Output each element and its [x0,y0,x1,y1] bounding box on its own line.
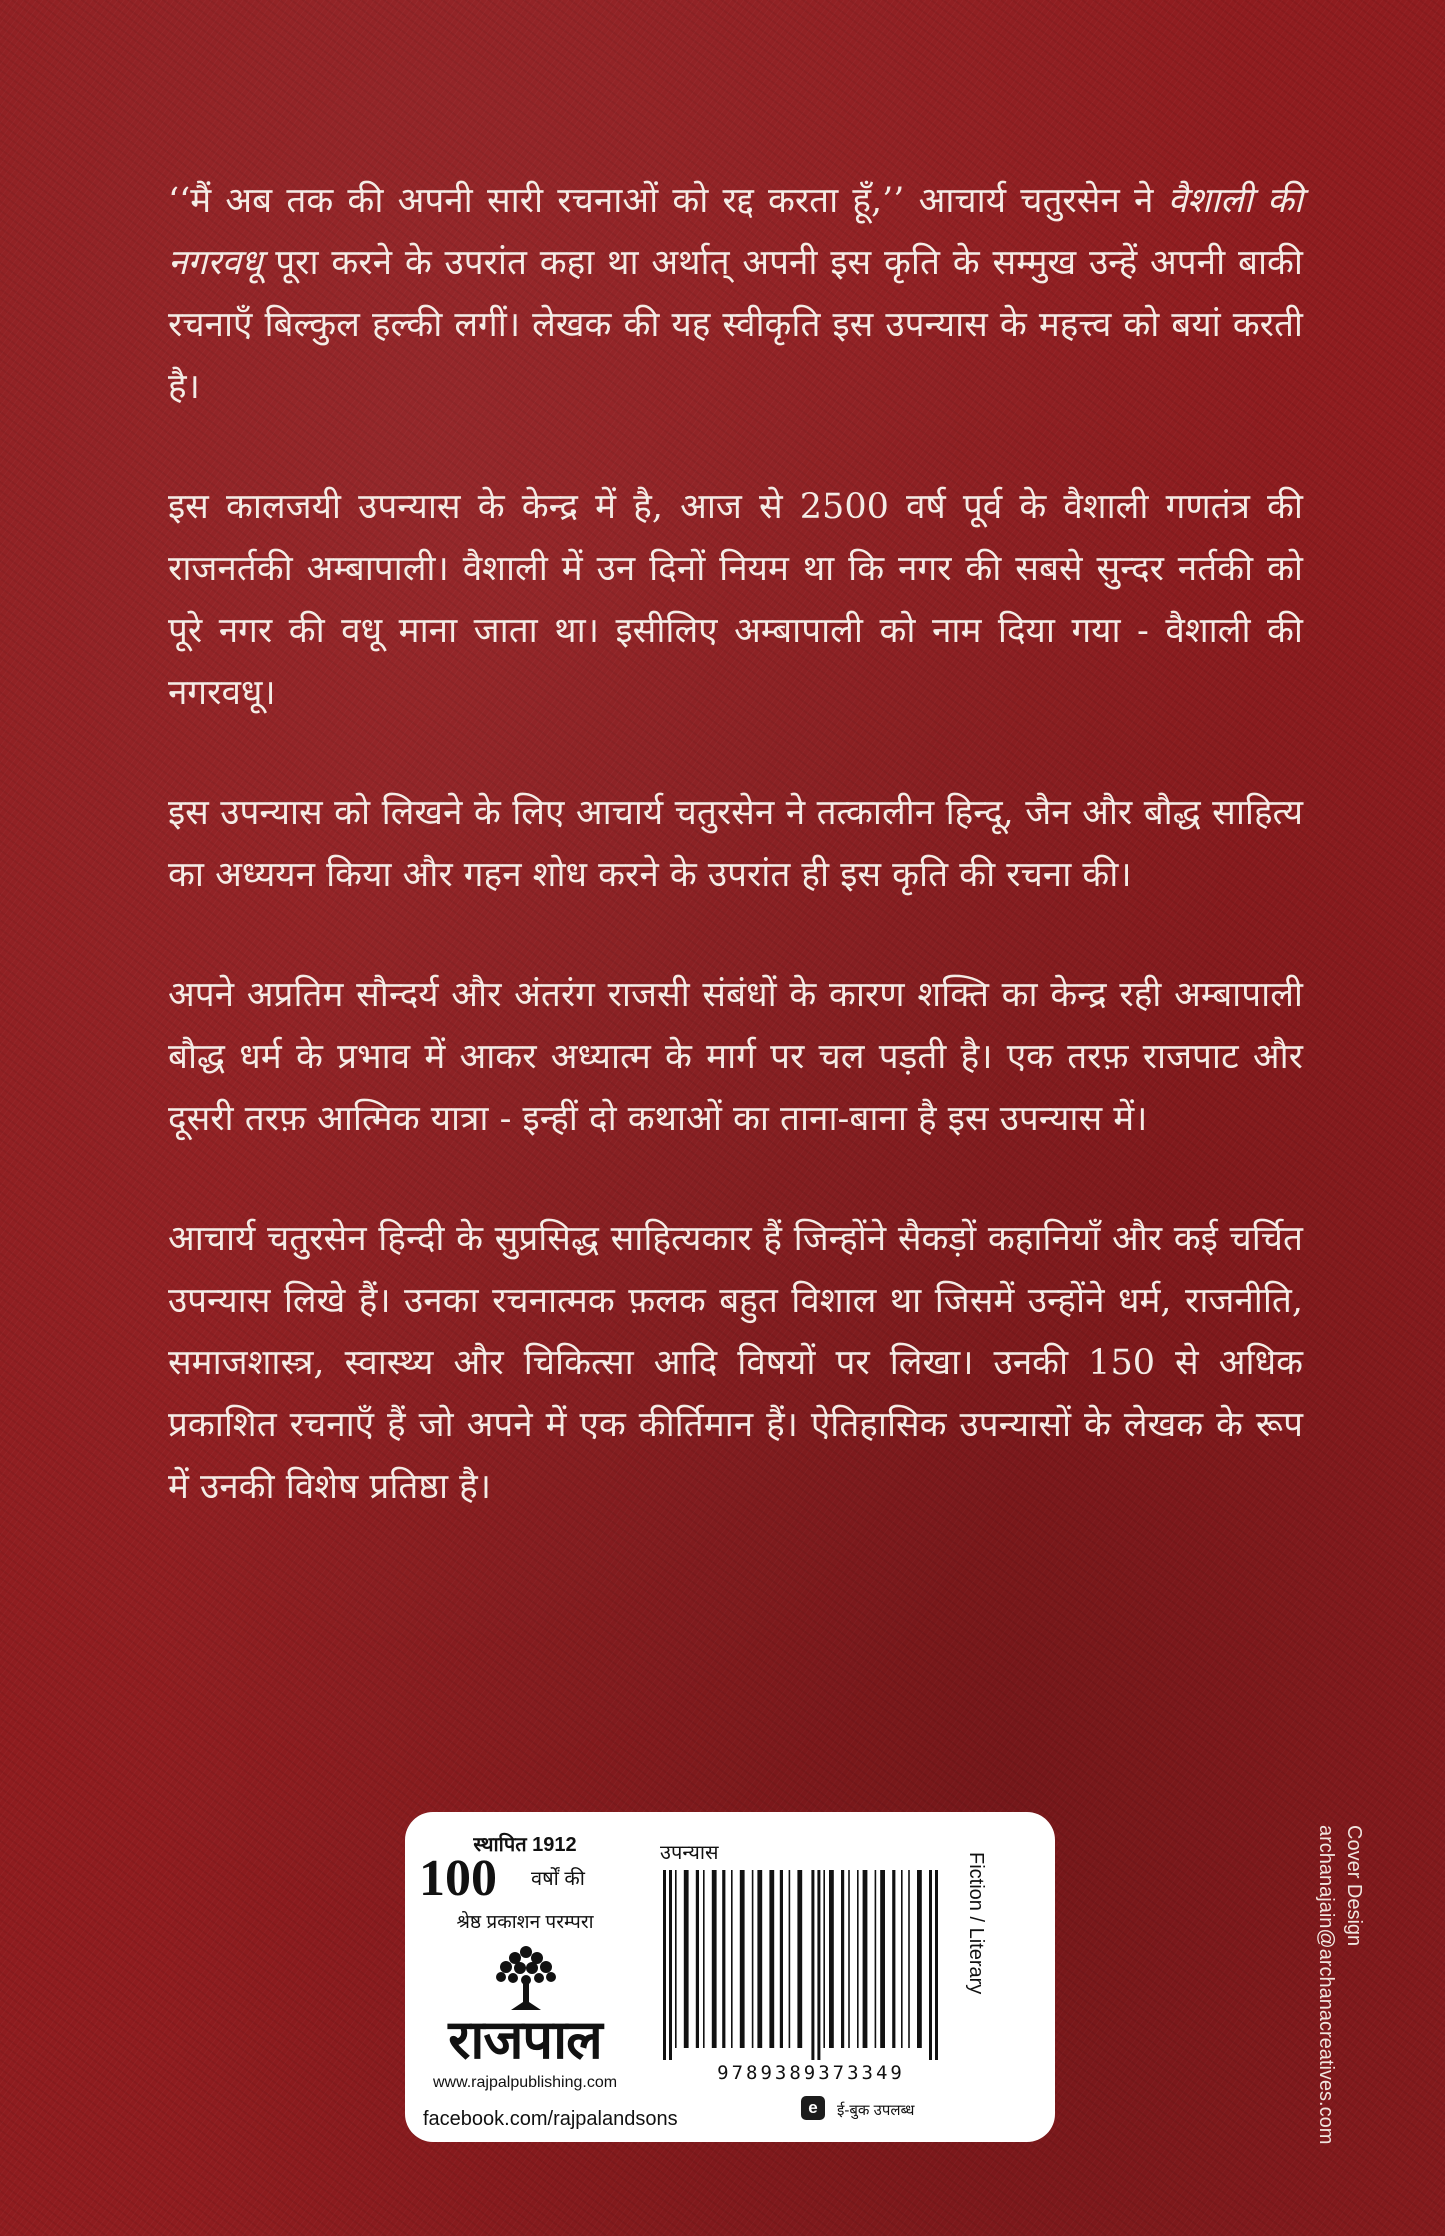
blurb-p1-part-b: पूरा करने के उपरांत कहा था अर्थात् अपनी इस कृति के सम्मुख उन्हें अपनी बाकी रचनाएँ बिल्कुल हल्की लगीं। लेखक की यह स्वीकृति इस उपन्यास के महत्त्व को बयां करती है। [168,243,1303,407]
barcode-bar [731,1870,733,2048]
back-cover-blurb [168,170,1303,1576]
category-label: Fiction / Literary [965,1852,987,1995]
barcode-bar [684,1870,689,2048]
tree-icon [493,1942,559,2012]
isbn-number: 9789389373349 [717,2062,905,2084]
publisher-website[interactable]: www.rajpalpublishing.com [432,2074,618,2091]
publisher-block [405,1812,678,2142]
barcode-bar [703,1870,705,2048]
barcode-bar [848,1870,850,2048]
barcode-bar [841,1870,844,2048]
hundred-years-row [419,1852,644,1906]
publisher-barcode-card [405,1812,1055,2142]
barcode-bar [740,1870,745,2048]
barcode-bar [769,1870,774,2048]
barcode-bar [901,1870,903,2048]
cover-design-email: archanajain@archanacreatives.com [1315,1825,1337,2145]
cover-design-label: Cover Design [1343,1825,1365,1947]
blurb-p1-part-a: ‘‘मैं अब तक की अपनी सारी रचनाओं को रद्द करता हूँ,’’ आचार्य चतुरसेन ने [168,181,1168,221]
hundred-number: 100 [419,1850,497,1907]
isbn-barcode [661,1870,957,2060]
barcode-bar [789,1870,791,2048]
publisher-logo-name: राजपाल [448,2010,602,2070]
publisher-facebook[interactable]: facebook.com/rajpalandsons [423,2108,678,2130]
barcode-bar [908,1870,910,2048]
barcode-bar [917,1870,922,2048]
blurb-paragraph-3: इस उपन्यास को लिखने के लिए आचार्य चतुरसेन ने तत्कालीन हिन्दू, जैन और बौद्ध साहित्य का अध्ययन किया और गहन शोध करने के उपरांत ही इस कृति की रचना की। [168,793,1303,895]
barcode-bar [780,1870,783,2048]
barcode-bar [757,1870,762,2048]
barcode-bar [722,1870,725,2048]
barcode-bar [875,1870,877,2048]
barcode-bar [892,1870,895,2048]
barcode-bar [829,1870,834,2048]
cover-design-credit [1298,1825,1368,2185]
barcode-bar [880,1870,885,2048]
blurb-paragraph-4: अपने अप्रतिम सौन्दर्य और अंतरंग राजसी संबंधों के कारण शक्ति का केन्द्र रही अम्बापाली बौद्ध धर्म के प्रभाव में आकर अध्यात्म के मार्ग पर चल पड़ती है। एक तरफ़ राजपाट और दूसरी तरफ़ आत्मिक यात्रा - इन्हीं दो कथाओं का ताना-बाना है इस उपन्यास में। [168,975,1303,1139]
barcode-bar [811,1870,814,2060]
barcode-bar [857,1870,859,2048]
barcode-bar [929,1870,932,2060]
established-year: स्थापित 1912 [473,1834,577,1856]
blurb-paragraph-1 [168,170,1303,418]
years-text: वर्षों की [531,1868,585,1890]
barcode-bar [675,1870,677,2048]
blurb-paragraph-5: आचार्य चतुरसेन हिन्दी के सुप्रसिद्ध साहित्यकार हैं जिन्होंने सैकड़ों कहानियाँ और कई चर्चित उपन्यास लिखे हैं। उनका रचनात्मक फ़लक बहुत विशाल था जिसमें उन्होंने धर्म, राजनीति, समाजशास्त्र, स्वास्थ्य और चिकित्सा आदि विषयों पर लिखा। उनकी 150 से अधिक प्रकाशित रचनाएँ हैं जो अपने में एक कीर्तिमान हैं। ऐतिहासिक उपन्यासों के लेखक के रूप में उनकी विशेष प्रतिष्ठा है। [168,1219,1303,1507]
barcode-bar [663,1870,666,2060]
barcode-bar [696,1870,699,2048]
barcode-bar [823,1870,825,2048]
blurb-paragraph-2: इस कालजयी उपन्यास के केन्द्र में है, आज से 2500 वर्ष पूर्व के वैशाली गणतंत्र की राजनर्तकी अम्बापाली। वैशाली में उन दिनों नियम था कि नगर की सबसे सुन्दर नर्तकी को पूरे नगर की वधू माना जाता था। इसीलिए अम्बापाली को नाम दिया गया - वैशाली की नगरवधू। [168,487,1303,713]
barcode-bar [797,1870,802,2048]
e-icon: e [801,2096,825,2120]
publishing-tradition: श्रेष्ठ प्रकाशन परम्परा [456,1912,594,1933]
barcode-bar [935,1870,938,2060]
barcode-bar [752,1870,754,2048]
genre-label-hindi: उपन्यास [660,1842,719,1864]
book-title-italic: वैशाली की नगरवधू [168,181,1304,283]
barcode-bar [863,1870,868,2048]
barcode-bar [817,1870,820,2060]
ebook-available-label: ई-बुक उपलब्ध [837,2102,915,2119]
barcode-bar [669,1870,672,2060]
barcode-bar [712,1870,717,2048]
